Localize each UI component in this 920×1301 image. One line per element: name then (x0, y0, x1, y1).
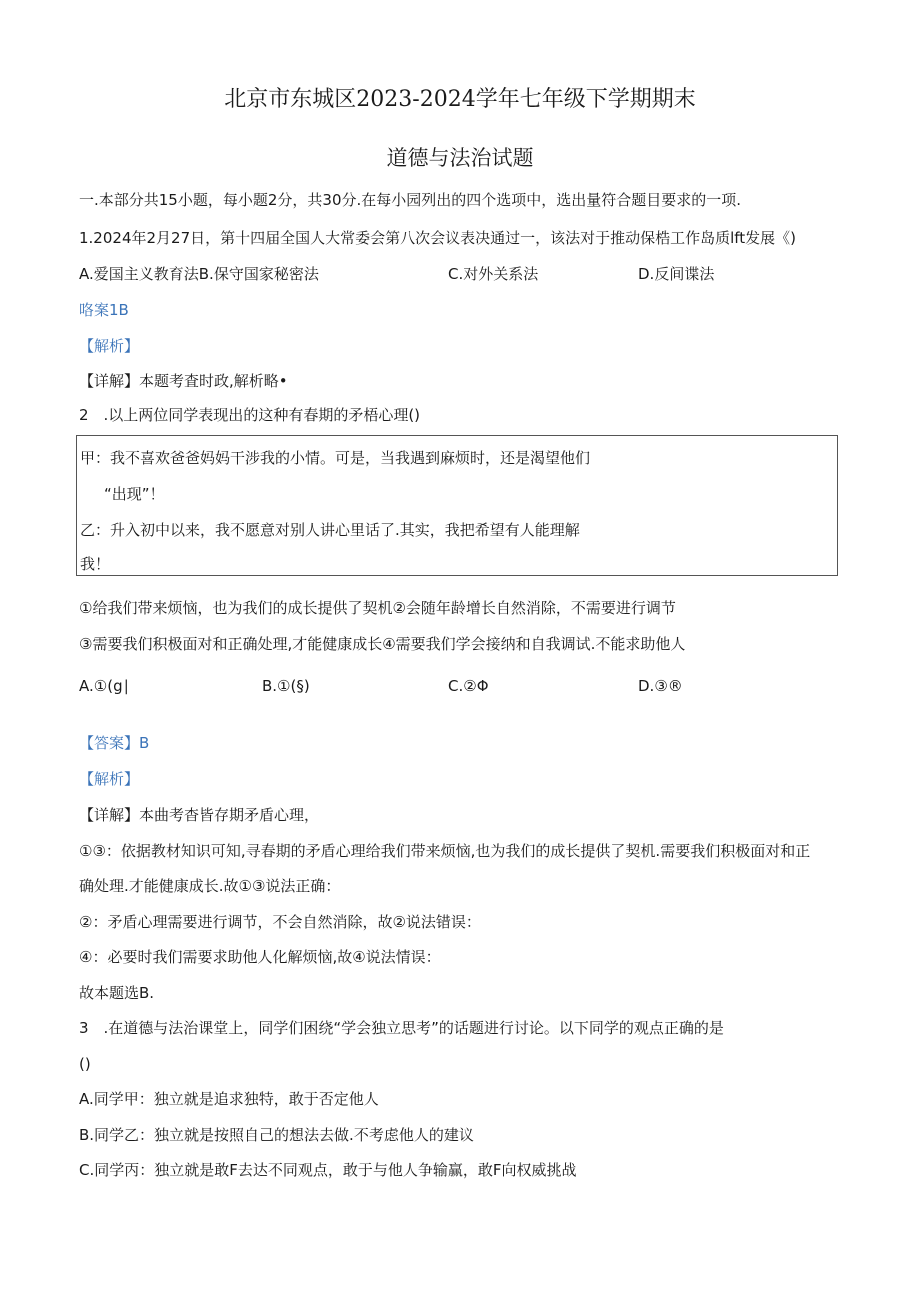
q2-explain-3: ②：矛盾心理需要进行调节，不会自然消除，故②说法错误： (79, 913, 481, 931)
q2-option-a: A.①(g∣ (79, 677, 131, 695)
q2-answer-label: 【答案】B (79, 734, 150, 752)
section-intro: 一.本部分共15小题，每小题2分，共30分.在每小园列出的四个选项中，选出量符合题目要求的一项. (79, 191, 742, 209)
q2-explain-2: 确处理.才能健康成长.故①③说法正确： (79, 877, 341, 895)
q3-paren: () (79, 1055, 91, 1073)
q2-statement-1: ①给我们带来烦恼，也为我们的成长提供了契机②会随年龄增长自然消除，不需要进行调节 (79, 599, 676, 617)
q1-option-a-b: A.爱国主义教育法B.保守国家秘密法 (79, 265, 319, 283)
page-subtitle: 道德与法治试题 (386, 146, 534, 170)
q2-detail: 【详解】本曲考杳皆存期矛盾心理， (79, 806, 320, 824)
q2-explain-1: ①③：依据教材知识可知,寻春期的矛盾心理给我们带来烦恼,也为我们的成长提供了契机.需要我们积极面对和正 (79, 842, 811, 860)
q2-box-line-2: “出现”！ (104, 485, 165, 503)
q1-detail: 【详解】本题考査时政,解析略• (79, 372, 288, 390)
q2-explain-5: 故本题选B. (79, 984, 155, 1002)
q2-option-d: D.③® (638, 677, 683, 695)
q2-box-line-4: 我！ (80, 555, 111, 573)
q3-option-b: B.同学乙：独立就是按照自己的想法去做.不考虑他人的建议 (79, 1126, 474, 1144)
q2-statement-2: ③需要我们积极面对和正确处理,才能健康成长④需要我们学会接纳和自我调试.不能求助他人 (79, 635, 686, 653)
q1-option-d: D.反间谍法 (638, 265, 715, 283)
q1-stem: 1.2024年2月27日，第十四届全国人大常委会第八次会议表决通过一，该法对于推动保梏工作岛质lft发展《) (79, 229, 797, 247)
q2-option-b: B.①(§) (262, 677, 310, 695)
q1-option-c: C.对外关系法 (448, 265, 539, 283)
q2-material-box (76, 435, 838, 576)
q2-stem: 2 .以上两位同学表现出的这种有春期的矛梧心理() (79, 406, 421, 424)
q2-box-line-1: 甲：我不喜欢爸爸妈妈干涉我的小情。可是，当我遇到麻烦时，还是渴望他们 (80, 449, 591, 467)
q2-option-c: C.②Φ (448, 677, 489, 695)
q2-explain-4: ④：必要时我们需要求助他人化解烦恼,故④说法情误： (79, 948, 441, 966)
q2-analysis-label: 【解析】 (79, 770, 140, 788)
q2-box-line-3: 乙：升入初中以来，我不愿意对别人讲心里话了.其实，我把希望有人能理解 (80, 521, 580, 539)
page-title: 北京市东城区2023-2024学年七年级下学期期末 (224, 87, 696, 112)
q1-answer-label: 咯案1B (79, 301, 129, 319)
q1-analysis-label: 【解析】 (79, 337, 140, 355)
q3-option-c: C.同学丙：独立就是敢F去达不同观点，敢于与他人争输赢，敢F向权威挑战 (79, 1161, 577, 1179)
q3-option-a: A.同学甲：独立就是追求独特，敢于否定他人 (79, 1090, 379, 1108)
q3-stem: 3 .在道德与法治课堂上，同学们困绕“学会独立思考”的话题进行讨论。以下同学的观点正确的是 (79, 1019, 724, 1037)
